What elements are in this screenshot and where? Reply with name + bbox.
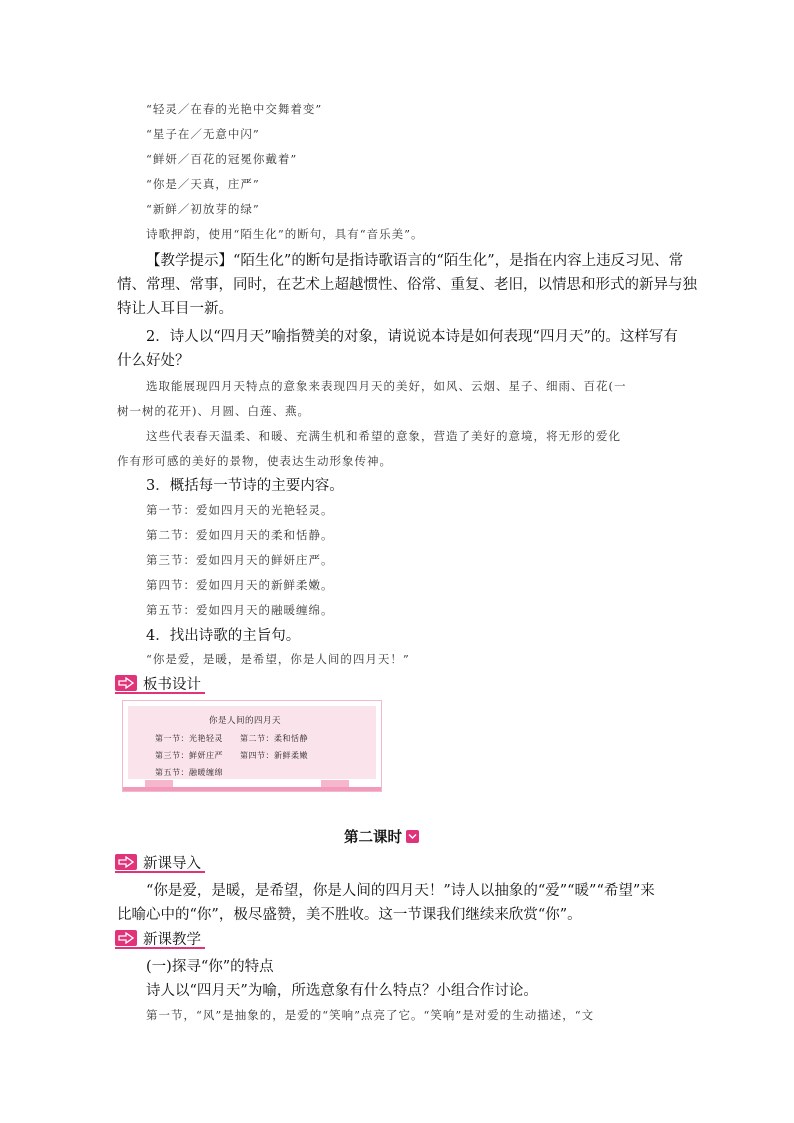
answer-2-line: 树一树的花开)、月圆、白莲、燕。 bbox=[117, 404, 310, 418]
teaching-tip-line: 特让人耳目一新。 bbox=[117, 301, 233, 317]
subheading: (一)探寻“你”的特点 bbox=[146, 959, 274, 975]
intro-line: “你是爱，是暖，是希望，你是人间的四月天！”诗人以抽象的“爱”“暖”“希望”来 bbox=[146, 883, 655, 899]
poem-line: “新鲜／初放芽的绿” bbox=[146, 202, 260, 216]
board-chalk-tray-right bbox=[321, 780, 349, 787]
question-3: 3．概括每一节诗的主要内容。 bbox=[146, 478, 344, 494]
poem-line: “轻灵／在春的光艳中交舞着变” bbox=[146, 102, 323, 116]
board-chalk-tray-left bbox=[145, 780, 173, 787]
theme-sentence: “你是爱，是暖，是希望，你是人间的四月天！” bbox=[146, 652, 410, 666]
section-board-design bbox=[115, 674, 201, 692]
teaching-tip-line: 【教学提示】“陌生化”的断句是指诗歌语言的“陌生化”，是指在内容上违反习见、常 bbox=[146, 253, 684, 269]
answer-2-line: 选取能展现四月天特点的意象来表现四月天的美好，如风、云烟、星子、细雨、百花(一 bbox=[146, 379, 627, 393]
arrow-icon bbox=[115, 854, 137, 870]
summary-item: 第三节：爱如四月天的鲜妍庄严。 bbox=[146, 553, 334, 567]
summary-item: 第五节：爱如四月天的融暖缠绵。 bbox=[146, 603, 334, 617]
poem-line: “你是／天真，庄严” bbox=[146, 177, 260, 191]
teaching-tip-line: 情、常理、常事，同时，在艺术上超越惯性、俗常、重复、老旧，以情思和形式的新异与独 bbox=[117, 277, 697, 293]
arrow-icon bbox=[115, 930, 137, 946]
board-base bbox=[123, 787, 381, 791]
poem-line: “星子在／无意中闪” bbox=[146, 127, 260, 141]
answer-2-line: 这些代表春天温柔、和暖、充满生机和希望的意象，营造了美好的意境，将无形的爱化 bbox=[146, 429, 621, 443]
board-row: 第三节：鲜妍庄严 第四节：新鲜柔嫩 bbox=[155, 751, 308, 760]
intro-line: 比喻心中的“你”，极尽盛赞，美不胜收。这一节课我们继续来欣赏“你”。 bbox=[117, 907, 582, 923]
section-intro bbox=[115, 853, 201, 871]
discussion-answer: 第一节，“风”是抽象的，是爱的“笑响”点亮了它。“笑响”是对爱的生动描述，“文 bbox=[146, 1008, 595, 1022]
section-underline bbox=[115, 947, 205, 949]
section-underline bbox=[115, 692, 205, 694]
section-title: 新课导入 bbox=[143, 855, 201, 872]
board-row: 第五节：融暖缠绵 bbox=[155, 768, 223, 777]
section-title: 板书设计 bbox=[143, 676, 201, 693]
section-title: 新课教学 bbox=[143, 931, 201, 948]
poem-line: “鲜妍／百花的冠冕你戴着” bbox=[146, 152, 298, 166]
section-underline bbox=[115, 871, 205, 873]
answer-2-line: 作有形可感的美好的景物，使表达生动形象传神。 bbox=[117, 454, 392, 468]
summary-item: 第四节：爱如四月天的新鲜柔嫩。 bbox=[146, 578, 334, 592]
question-2-cont: 什么好处？ bbox=[117, 353, 190, 369]
blackboard bbox=[122, 700, 382, 792]
question-4: 4．找出诗歌的主旨句。 bbox=[146, 628, 301, 644]
question-2: 2．诗人以“四月天”喻指赞美的对象，请说说本诗是如何表现“四月天”的。这样写有 bbox=[146, 329, 678, 345]
lesson-title-text: 第二课时 bbox=[344, 830, 402, 846]
section-new-lesson bbox=[115, 929, 201, 947]
summary-item: 第一节：爱如四月天的光艳轻灵。 bbox=[146, 503, 334, 517]
chevron-down-icon bbox=[406, 830, 419, 843]
arrow-icon bbox=[115, 675, 137, 691]
board-row: 第一节：光艳轻灵 第二节：柔和恬静 bbox=[155, 734, 308, 743]
summary-item: 第二节：爱如四月天的柔和恬静。 bbox=[146, 528, 334, 542]
board-title: 你是人间的四月天 bbox=[209, 716, 282, 726]
lesson-title bbox=[344, 826, 419, 847]
discussion-question: 诗人以“四月天”为喻，所选意象有什么特点？小组合作讨论。 bbox=[146, 983, 538, 999]
rhyme-note: 诗歌押韵，使用“陌生化”的断句，具有“音乐美”。 bbox=[146, 227, 424, 241]
